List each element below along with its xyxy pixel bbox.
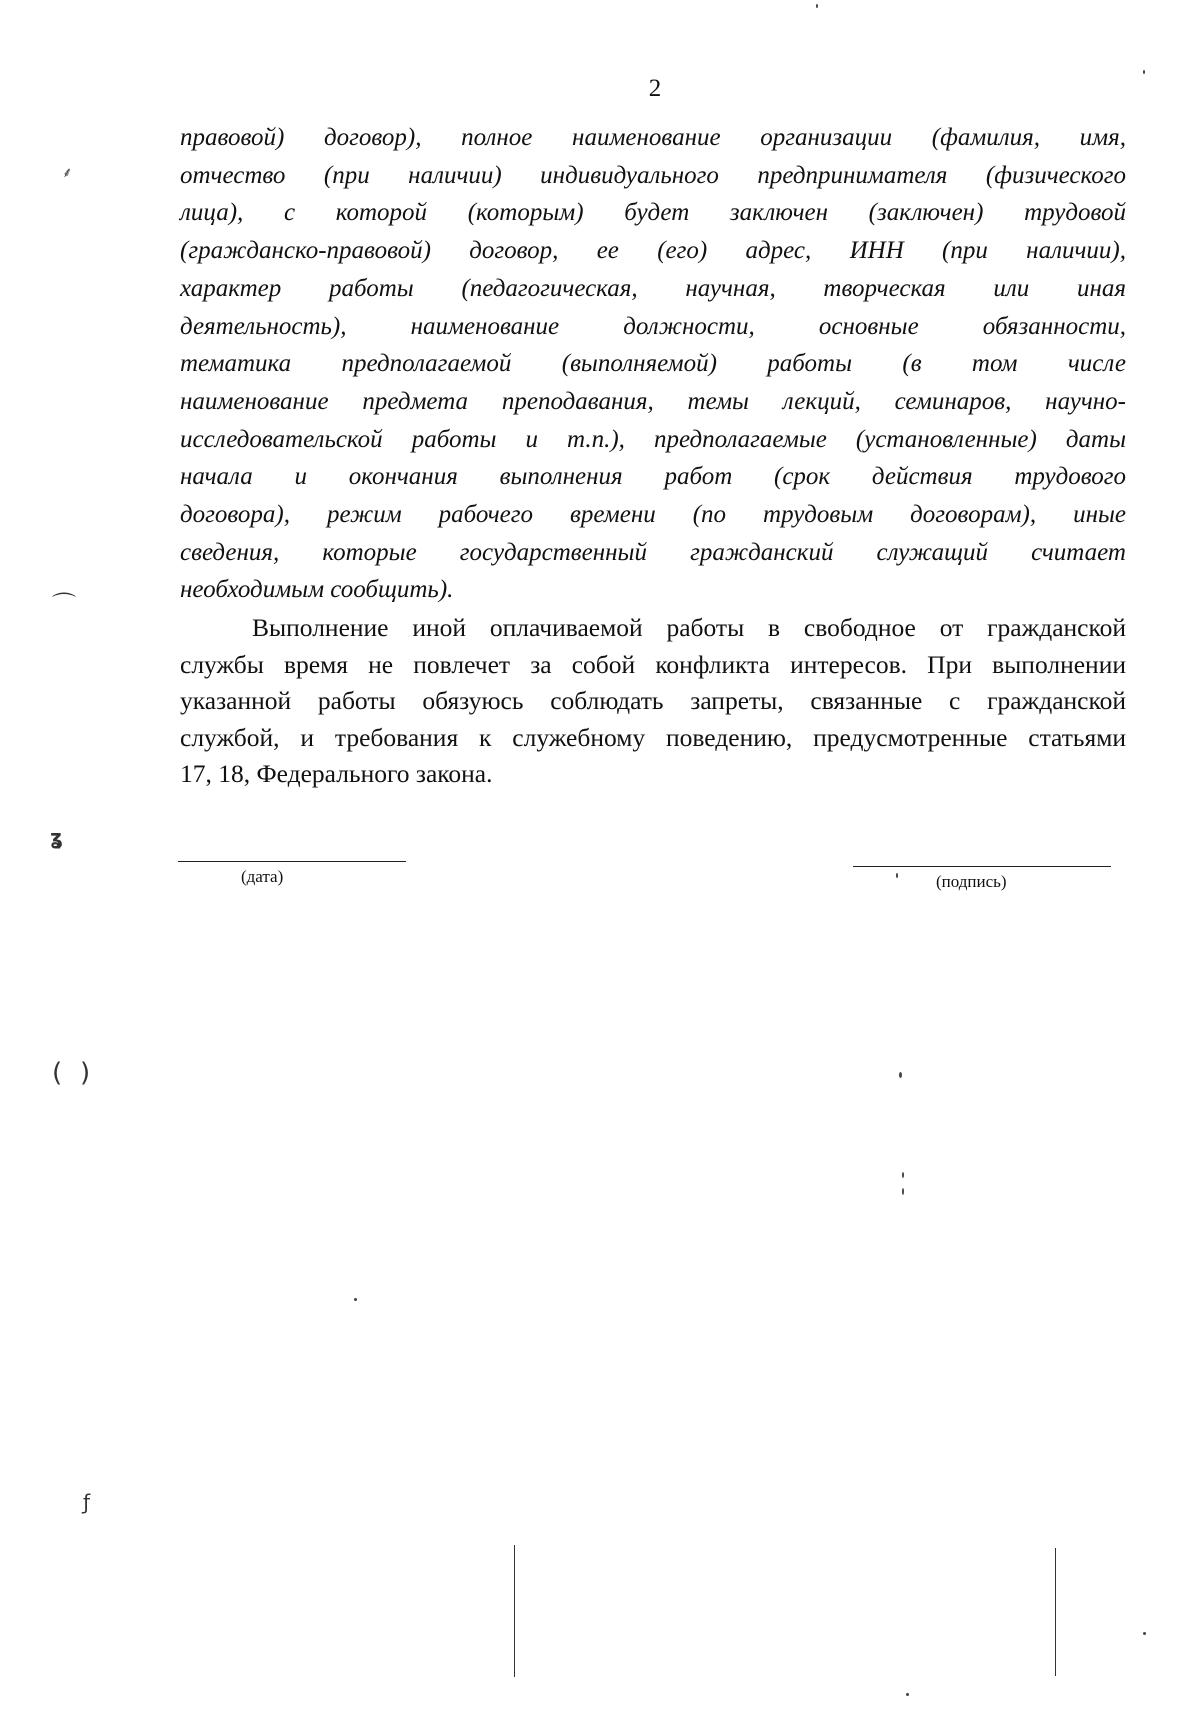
italic-line: характер работы (педагогическая, научная, творческая или иная (180, 274, 1126, 302)
scan-speck (354, 1298, 357, 1301)
scan-speck (816, 4, 818, 8)
scan-speck (899, 1072, 902, 1078)
italic-line: наименование предмета преподавания, темы лекций, семинаров, научно- (180, 387, 1126, 415)
italic-line: правовой) договор), полное наименование организации (фамилия, имя, (180, 124, 1126, 151)
scan-artifact-line (1055, 1548, 1056, 1676)
scan-artifact-mark: ƒ (83, 1490, 91, 1514)
body-line: Выполнение иной оплачиваемой работы в свободное от гражданской (252, 613, 1126, 642)
scan-speck (1143, 70, 1145, 74)
page-number: 2 (648, 75, 662, 102)
scan-speck (902, 1172, 904, 1178)
date-caption: (дата) (241, 867, 284, 886)
italic-line: отчество (при наличии) индивидуального предпринимателя (физического (180, 161, 1126, 189)
italic-line: тематика предполагаемой (выполняемой) работы (в том числе (180, 350, 1126, 378)
italic-line: начала и окончания выполнения работ (срок действия трудового (180, 463, 1126, 491)
scan-artifact-mark: ⸙ (62, 165, 73, 181)
italic-line: деятельность), наименование должности, основные обязанности, (180, 312, 1126, 340)
italic-line: договора), режим рабочего времени (по трудовым договорам), иные (180, 501, 1126, 529)
date-line (178, 861, 406, 862)
body-line: указанной работы обязуюсь соблюдать запреты, связанные с гражданской (180, 686, 1126, 716)
signature-caption: (подпись) (936, 872, 1007, 891)
body-line: службой, и требования к служебному поведению, предусмотренные статьями (180, 722, 1126, 752)
italic-line: сведения, которые государственный гражданский служащий считает (180, 538, 1126, 566)
italic-line: исследовательской работы и т.п.), предполагаемые (установленные) даты (180, 425, 1126, 453)
italic-paragraph (180, 119, 1126, 609)
italic-line: (гражданско-правовой) договор, ее (его) адрес, ИНН (при наличии), (180, 237, 1126, 265)
body-line: 17, 18, Федерального закона. (180, 759, 493, 789)
italic-line: лица), с которой (которым) будет заключен (заключен) трудовой (180, 199, 1126, 227)
scan-speck (1143, 1632, 1146, 1635)
scan-artifact-line (514, 1545, 515, 1677)
italic-line: необходимым сообщить). (180, 576, 454, 604)
scan-speck (896, 873, 898, 878)
body-line: службы время не повлечет за собой конфликта интересов. При выполнении (180, 649, 1126, 679)
signature-line (853, 866, 1111, 867)
scan-artifact-mark: ⌒ (52, 591, 76, 619)
scan-artifact-mark: ) (80, 1058, 91, 1088)
scan-speck (906, 1693, 909, 1696)
body-paragraph (180, 610, 1126, 793)
scan-artifact-mark: ( (52, 1058, 63, 1088)
scan-artifact-mark: ʓ (50, 825, 63, 849)
scan-speck (902, 1188, 904, 1195)
